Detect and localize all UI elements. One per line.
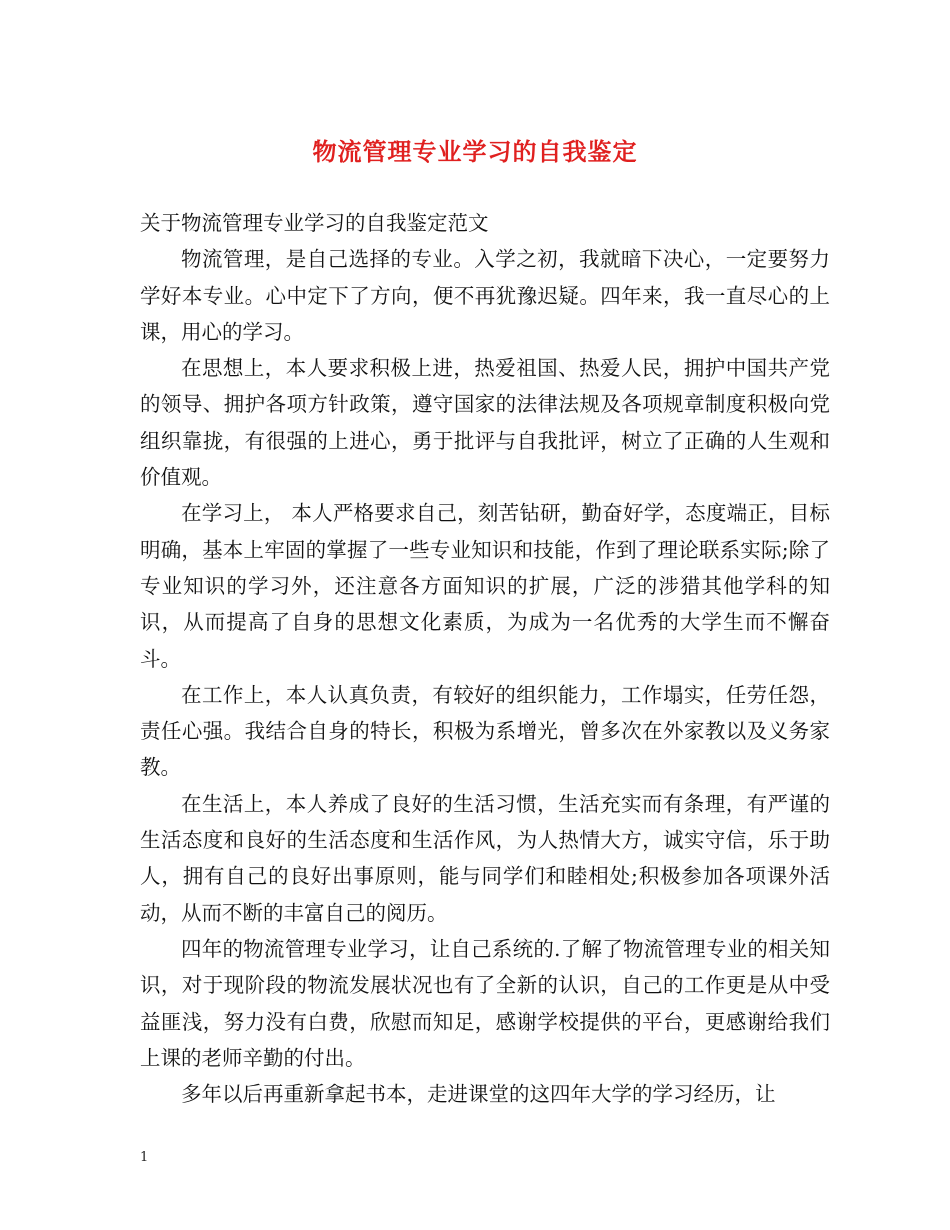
page-number: 1	[140, 1150, 149, 1165]
paragraph-life: 在生活上，本人养成了良好的生活习惯，生活充实而有条理，有严谨的生活态度和良好的生活态度和生活作风，为人热情大方，诚实守信，乐于助人，拥有自己的良好出事原则，能与同学们和睦相处;积极参加各项课外活动，从而不断的丰富自己的阅历。	[140, 791, 830, 925]
paragraph-intro: 物流管理，是自己选择的专业。入学之初，我就暗下决心，一定要努力学好本专业。心中定下了方向，便不再犹豫迟疑。四年来，我一直尽心的上课，用心的学习。	[140, 247, 830, 344]
document-title: 物流管理专业学习的自我鉴定	[312, 137, 638, 166]
paragraph-ideology: 在思想上，本人要求积极上进，热爱祖国、热爱人民，拥护中国共产党的领导、拥护各项方针政策，遵守国家的法律法规及各项规章制度积极向党组织靠拢，有很强的上进心，勇于批评与自我批评，树立了正确的人生观和价值观。	[140, 356, 830, 490]
paragraph-closing: 多年以后再重新拿起书本，走进课堂的这四年大学的学习经历，让	[181, 1082, 776, 1107]
paragraph-work: 在工作上，本人认真负责，有较好的组织能力，工作塌实，任劳任怨，责任心强。我结合自身的特长，积极为系增光，曾多次在外家教以及义务家教。	[140, 682, 830, 780]
paragraph-summary: 四年的物流管理专业学习，让自己系统的.了解了物流管理专业的相关知识，对于现阶段的物流发展状况也有了全新的认识，自己的工作更是从中受益匪浅，努力没有白费，欣慰而知足，感谢学校提供的平台，更感谢给我们上课的老师辛勤的付出。	[140, 936, 830, 1070]
paragraph-study: 在学习上， 本人严格要求自己，刻苦钻研，勤奋好学，态度端正，目标明确，基本上牢固的掌握了一些专业知识和技能，作到了理论联系实际;除了专业知识的学习外，还注意各方面知识的扩展，广泛的涉猎其他学科的知识，从而提高了自身的思想文化素质，为成为一名优秀的大学生而不懈奋斗。	[140, 501, 830, 671]
document-subtitle: 关于物流管理专业学习的自我鉴定范文	[140, 211, 489, 235]
document-body	[140, 205, 830, 1112]
